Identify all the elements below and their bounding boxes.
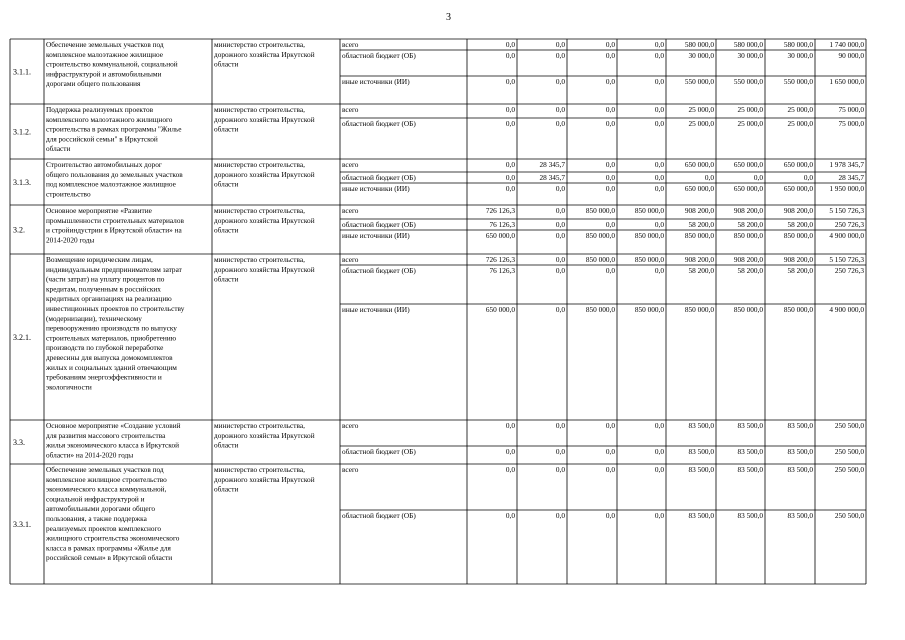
funding-value: 76 126,3 — [489, 220, 515, 229]
funding-value: 0,0 — [505, 511, 515, 520]
funding-value: 0,0 — [555, 51, 565, 60]
row-name-line: строительных материалов, приобретению — [46, 333, 177, 343]
row-name-line: жилья экономического класса в Иркутской — [46, 440, 180, 450]
funding-value: 650 000,0 — [485, 231, 515, 240]
row-name-line: жилых и социальных зданий отвечающим — [46, 362, 177, 372]
row-name-line: перевооружению производств по выпуску — [46, 323, 177, 333]
funding-value: 0,0 — [654, 465, 664, 474]
funding-value: 250 726,3 — [834, 220, 864, 229]
row-name-line: комплексное жилищное строительство — [46, 474, 167, 484]
row-name-line: экологичности — [46, 382, 92, 392]
funding-value: 83 500,0 — [787, 511, 813, 520]
funding-value: 908 200,0 — [733, 206, 763, 215]
funding-value: 25 000,0 — [688, 119, 714, 128]
row-executor-line: дорожного хозяйства Иркутской — [214, 430, 315, 440]
funding-value: 5 150 726,3 — [829, 206, 864, 215]
row-code: 3.2.1. — [13, 333, 31, 342]
funding-value: 5 150 726,3 — [829, 255, 864, 264]
row-executor-line: области — [214, 484, 239, 494]
funding-value: 0,0 — [605, 465, 615, 474]
funding-value: 0,0 — [505, 77, 515, 86]
row-executor-line: министерство строительства, — [214, 255, 305, 264]
row-name-line: древесины для выпуска домокомплектов — [46, 353, 173, 362]
funding-value: 0,0 — [555, 220, 565, 229]
funding-source-label: областной бюджет (ОБ) — [342, 266, 416, 275]
row-name-line: индивидуальным предпринимателям затрат — [46, 264, 182, 274]
funding-value: 58 200,0 — [688, 220, 714, 229]
funding-value: 0,0 — [505, 465, 515, 474]
funding-value: 58 200,0 — [737, 266, 763, 275]
funding-value: 0,0 — [605, 160, 615, 169]
row-name-line: строительства в рамках программы "Жилье — [46, 124, 182, 134]
funding-value: 0,0 — [505, 105, 515, 114]
funding-value: 0,0 — [605, 105, 615, 114]
row-executor-line: области — [214, 59, 239, 69]
funding-value: 0,0 — [555, 266, 565, 275]
funding-value: 850 000,0 — [733, 231, 763, 240]
funding-value: 0,0 — [654, 173, 664, 182]
funding-value: 850 000,0 — [733, 305, 763, 314]
funding-value: 0,0 — [555, 421, 565, 430]
row-name-line: строительство — [46, 189, 91, 199]
row-name-line: требованиям энергоэффективности и — [46, 372, 162, 382]
funding-value: 650 000,0 — [733, 184, 763, 193]
funding-value: 58 200,0 — [737, 220, 763, 229]
row-name-line: Обеспечение земельных участков под — [46, 465, 164, 474]
funding-value: 1 650 000,0 — [829, 77, 864, 86]
funding-value: 0,0 — [803, 173, 813, 182]
funding-value: 0,0 — [654, 421, 664, 430]
funding-value: 0,0 — [605, 51, 615, 60]
funding-value: 30 000,0 — [688, 51, 714, 60]
funding-value: 550 000,0 — [733, 77, 763, 86]
funding-value: 0,0 — [555, 305, 565, 314]
funding-value: 250 500,0 — [834, 511, 864, 520]
funding-value: 28 345,7 — [539, 160, 565, 169]
funding-value: 1 978 345,7 — [829, 160, 864, 169]
funding-value: 850 000,0 — [783, 305, 813, 314]
funding-value: 650 000,0 — [783, 184, 813, 193]
row-code: 3.1.1. — [13, 67, 31, 77]
funding-value: 908 200,0 — [684, 255, 714, 264]
funding-value: 83 500,0 — [737, 511, 763, 520]
funding-value: 0,0 — [505, 447, 515, 456]
funding-value: 0,0 — [654, 119, 664, 128]
funding-value: 0,0 — [605, 447, 615, 456]
row-code: 3.3.1. — [13, 520, 31, 529]
row-executor-line: области — [214, 225, 239, 235]
row-executor-line: области — [214, 274, 239, 284]
funding-source-label: областной бюджет (ОБ) — [342, 447, 416, 456]
row-name-line: Поддержка реализуемых проектов — [46, 105, 154, 114]
funding-value: 908 200,0 — [733, 255, 763, 264]
row-executor-line: дорожного хозяйства Иркутской — [214, 169, 315, 179]
funding-value: 0,0 — [555, 231, 565, 240]
funding-value: 83 500,0 — [737, 421, 763, 430]
row-name-line: Основное мероприятие «Создание условий — [46, 421, 181, 430]
funding-value: 30 000,0 — [737, 51, 763, 60]
row-name-line: класса в рамках программы «Жилье для — [46, 543, 171, 553]
funding-value: 83 500,0 — [688, 465, 714, 474]
funding-value: 25 000,0 — [737, 119, 763, 128]
funding-value: 850 000,0 — [585, 305, 615, 314]
row-name-line: инвестиционных проектов по строительству — [46, 304, 185, 313]
row-name-line: Строительство автомобильных дорог — [46, 160, 162, 169]
row-executor-line: области — [214, 440, 239, 450]
funding-value: 75 000,0 — [838, 119, 864, 128]
page-number: 3 — [446, 12, 451, 23]
funding-value: 75 000,0 — [838, 105, 864, 114]
row-executor-line: дорожного хозяйства Иркутской — [214, 474, 315, 484]
funding-value: 0,0 — [654, 184, 664, 193]
funding-value: 0,0 — [505, 421, 515, 430]
funding-value: 25 000,0 — [787, 105, 813, 114]
funding-value: 850 000,0 — [634, 206, 664, 215]
funding-value: 83 500,0 — [787, 447, 813, 456]
funding-value: 0,0 — [605, 220, 615, 229]
funding-value: 0,0 — [605, 119, 615, 128]
row-executor-line: дорожного хозяйства Иркутской — [214, 264, 315, 274]
funding-source-label: иные источники (ИИ) — [342, 77, 410, 86]
row-name-line: производств по глубокой переработке — [46, 343, 164, 353]
funding-value: 0,0 — [654, 105, 664, 114]
row-executor-line: области — [214, 124, 239, 134]
funding-value: 25 000,0 — [787, 119, 813, 128]
funding-value: 1 740 000,0 — [829, 40, 864, 49]
row-name-line: пользования, а также поддержка — [46, 514, 147, 523]
funding-value: 580 000,0 — [684, 40, 714, 49]
funding-value: 0,0 — [555, 105, 565, 114]
funding-source-label: областной бюджет (ОБ) — [342, 220, 416, 229]
row-name-line: экономического класса коммунальной, — [46, 484, 167, 494]
funding-value: 58 200,0 — [787, 220, 813, 229]
funding-value: 580 000,0 — [733, 40, 763, 49]
funding-value: 83 500,0 — [737, 447, 763, 456]
row-executor-line: министерство строительства, — [214, 160, 305, 169]
funding-value: 28 345,7 — [539, 173, 565, 182]
row-name-line: (модернизации), техническому — [46, 313, 142, 323]
row-name-line: общего пользования до земельных участков — [46, 169, 183, 179]
funding-value: 0,0 — [654, 220, 664, 229]
row-name-line: строительство коммунальной, социальной — [46, 59, 178, 69]
funding-value: 908 200,0 — [684, 206, 714, 215]
funding-value: 0,0 — [605, 77, 615, 86]
row-code: 3.1.2. — [13, 127, 31, 137]
funding-value: 0,0 — [555, 465, 565, 474]
row-name-line: автомобильными дорогами общего — [46, 504, 156, 514]
funding-value: 83 500,0 — [688, 421, 714, 430]
funding-value: 850 000,0 — [634, 231, 664, 240]
funding-value: 0,0 — [505, 173, 515, 182]
funding-value: 90 000,0 — [838, 51, 864, 60]
row-name-line: для российской семьи" в Иркутской — [46, 134, 158, 144]
funding-source-label: областной бюджет (ОБ) — [342, 173, 416, 182]
funding-value: 850 000,0 — [783, 231, 813, 240]
row-name-line: и стройиндустрии в Иркутской области» на — [46, 225, 182, 235]
funding-value: 0,0 — [505, 160, 515, 169]
funding-value: 0,0 — [654, 447, 664, 456]
row-executor-line: дорожного хозяйства Иркутской — [214, 49, 315, 59]
row-code: 3.2. — [13, 225, 25, 235]
row-name-line: Обеспечение земельных участков под — [46, 40, 164, 49]
funding-value: 0,0 — [605, 511, 615, 520]
funding-value: 908 200,0 — [783, 255, 813, 264]
funding-value: 0,0 — [654, 77, 664, 86]
funding-value: 250 500,0 — [834, 447, 864, 456]
row-name-line: кредитных организациях на реализацию — [46, 294, 172, 304]
funding-value: 0,0 — [505, 119, 515, 128]
row-name-line: российской семьи» в Иркутской области — [46, 553, 173, 563]
row-executor-line: министерство строительства, — [214, 105, 305, 114]
row-name-line: 2014-2020 годы — [46, 235, 95, 245]
funding-value: 28 345,7 — [838, 173, 864, 182]
funding-value: 850 000,0 — [585, 231, 615, 240]
funding-value: 850 000,0 — [684, 305, 714, 314]
funding-value: 0,0 — [555, 206, 565, 215]
funding-value: 0,0 — [555, 255, 565, 264]
row-name-line: дорогами общего пользования — [46, 79, 141, 89]
funding-value: 0,0 — [704, 173, 714, 182]
row-name-line: Возмещение юридическим лицам, — [46, 255, 153, 264]
funding-value: 650 000,0 — [684, 184, 714, 193]
funding-value: 0,0 — [654, 51, 664, 60]
funding-source-label: иные источники (ИИ) — [342, 184, 410, 193]
funding-value: 58 200,0 — [787, 266, 813, 275]
funding-value: 0,0 — [605, 184, 615, 193]
funding-value: 0,0 — [555, 40, 565, 49]
funding-value: 850 000,0 — [585, 206, 615, 215]
funding-value: 0,0 — [654, 160, 664, 169]
funding-value: 58 200,0 — [688, 266, 714, 275]
funding-value: 580 000,0 — [783, 40, 813, 49]
funding-value: 0,0 — [555, 184, 565, 193]
funding-value: 0,0 — [505, 184, 515, 193]
funding-source-label: иные источники (ИИ) — [342, 231, 410, 240]
row-name-line: реализуемых проектов комплексного — [46, 523, 162, 533]
funding-value: 650 000,0 — [485, 305, 515, 314]
funding-value: 0,0 — [654, 266, 664, 275]
funding-value: 650 000,0 — [684, 160, 714, 169]
funding-value: 850 000,0 — [634, 305, 664, 314]
row-name-line: социальной инфраструктурой и — [46, 494, 145, 504]
funding-value: 83 500,0 — [737, 465, 763, 474]
row-executor-line: дорожного хозяйства Иркутской — [214, 114, 315, 124]
funding-value: 0,0 — [555, 447, 565, 456]
row-executor-line: министерство строительства, — [214, 465, 305, 474]
row-name-line: комплексного малоэтажного жилищного — [46, 114, 173, 124]
funding-value: 4 900 000,0 — [829, 231, 864, 240]
row-name-line: Основное мероприятие «Развитие — [46, 206, 152, 215]
funding-value: 250 726,3 — [834, 266, 864, 275]
row-executor-line: министерство строительства, — [214, 206, 305, 215]
row-name-line: (части затрат) на уплату процентов по — [46, 274, 165, 284]
row-name-line: жилищного строительства экономического — [46, 533, 180, 543]
funding-source-label: областной бюджет (ОБ) — [342, 511, 416, 520]
row-name-line: инфраструктурой и автомобильными — [46, 69, 162, 79]
funding-source-label: иные источники (ИИ) — [342, 305, 410, 314]
funding-value: 726 126,3 — [485, 255, 515, 264]
row-name-line: области — [46, 144, 71, 154]
funding-source-label: областной бюджет (ОБ) — [342, 51, 416, 60]
funding-value: 908 200,0 — [783, 206, 813, 215]
funding-value: 83 500,0 — [787, 421, 813, 430]
funding-source-label: всего — [342, 465, 359, 474]
funding-source-label: всего — [342, 105, 359, 114]
row-executor-line: области — [214, 179, 239, 189]
funding-value: 76 126,3 — [489, 266, 515, 275]
funding-value: 83 500,0 — [787, 465, 813, 474]
funding-source-label: всего — [342, 255, 359, 264]
funding-value: 650 000,0 — [783, 160, 813, 169]
funding-value: 1 950 000,0 — [829, 184, 864, 193]
funding-value: 25 000,0 — [688, 105, 714, 114]
funding-value: 83 500,0 — [688, 511, 714, 520]
row-name-line: комплексное малоэтажное жилищное — [46, 49, 164, 59]
row-code: 3.3. — [13, 438, 25, 447]
funding-value: 0,0 — [505, 51, 515, 60]
funding-value: 0,0 — [505, 40, 515, 49]
funding-value: 4 900 000,0 — [829, 305, 864, 314]
funding-value: 250 500,0 — [834, 421, 864, 430]
funding-value: 650 000,0 — [733, 160, 763, 169]
funding-value: 550 000,0 — [783, 77, 813, 86]
funding-source-label: областной бюджет (ОБ) — [342, 119, 416, 128]
funding-source-label: всего — [342, 206, 359, 215]
funding-value: 850 000,0 — [634, 255, 664, 264]
row-executor-line: дорожного хозяйства Иркутской — [214, 215, 315, 225]
funding-value: 0,0 — [654, 40, 664, 49]
funding-source-label: всего — [342, 160, 359, 169]
funding-source-label: всего — [342, 40, 359, 49]
funding-value: 0,0 — [605, 40, 615, 49]
funding-value: 0,0 — [555, 119, 565, 128]
funding-value: 0,0 — [555, 77, 565, 86]
funding-value: 250 500,0 — [834, 465, 864, 474]
funding-value: 850 000,0 — [684, 231, 714, 240]
funding-value: 726 126,3 — [485, 206, 515, 215]
funding-source-label: всего — [342, 421, 359, 430]
row-name-line: промышленности строительных материалов — [46, 215, 184, 225]
funding-value: 0,0 — [605, 173, 615, 182]
row-name-line: кредитам, полученным в российских — [46, 284, 161, 294]
row-executor-line: министерство строительства, — [214, 40, 305, 49]
row-name-line: области» на 2014-2020 годы — [46, 450, 134, 460]
funding-value: 0,0 — [605, 266, 615, 275]
row-code: 3.1.3. — [13, 178, 31, 187]
row-name-line: для развития массового строительства — [46, 430, 166, 440]
funding-value: 30 000,0 — [787, 51, 813, 60]
funding-value: 550 000,0 — [684, 77, 714, 86]
funding-value: 0,0 — [605, 421, 615, 430]
funding-value: 25 000,0 — [737, 105, 763, 114]
row-name-line: под комплексное малоэтажное жилищное — [46, 179, 176, 189]
row-executor-line: министерство строительства, — [214, 421, 305, 430]
funding-value: 0,0 — [555, 511, 565, 520]
funding-value: 83 500,0 — [688, 447, 714, 456]
funding-value: 850 000,0 — [585, 255, 615, 264]
funding-value: 0,0 — [654, 511, 664, 520]
funding-value: 0,0 — [753, 173, 763, 182]
